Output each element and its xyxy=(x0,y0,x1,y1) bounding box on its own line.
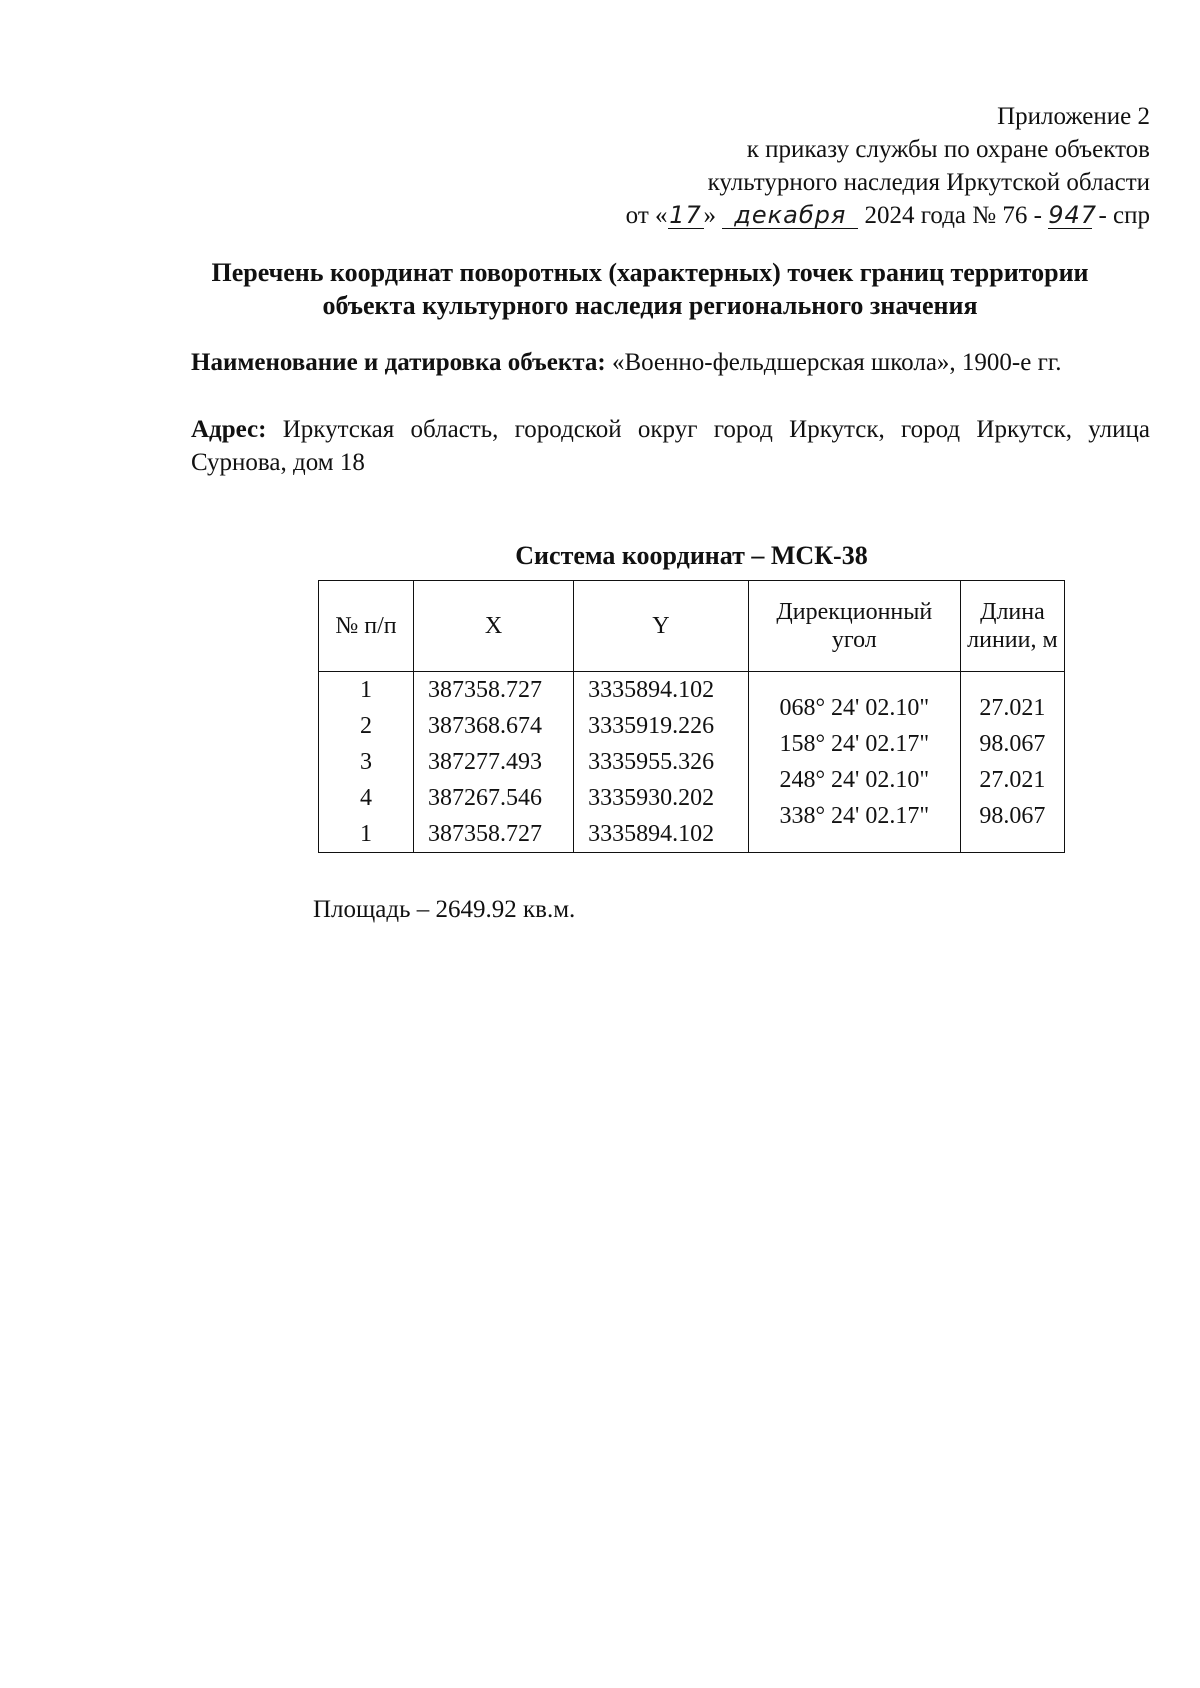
length-column xyxy=(960,672,1064,853)
document-title xyxy=(150,256,1150,322)
order-suffix: - спр xyxy=(1098,202,1150,229)
x-column xyxy=(414,672,574,853)
y-column xyxy=(574,672,749,853)
point-x: 387277.493 xyxy=(428,749,543,775)
handwritten-month: декабря xyxy=(722,202,858,229)
segment-length: 98.067 xyxy=(979,731,1046,757)
segment-length: 98.067 xyxy=(979,803,1046,829)
coordinate-system-caption: Система координат – МСК-38 xyxy=(515,541,868,570)
angle-column xyxy=(748,672,960,853)
point-num: 2 xyxy=(360,713,373,739)
point-num: 4 xyxy=(360,785,373,811)
coordinates-table xyxy=(318,580,1065,853)
object-name-label: Наименование и датировка объекта: xyxy=(191,349,606,376)
date-prefix: от « xyxy=(625,202,668,229)
point-x: 387368.674 xyxy=(428,713,543,739)
point-num: 1 xyxy=(360,821,373,847)
order-date-line xyxy=(626,199,1150,232)
area-value: Площадь – 2649.92 кв.м. xyxy=(313,896,576,923)
point-y: 3335919.226 xyxy=(588,713,715,739)
segment-angle: 248° 24' 02.10" xyxy=(779,767,930,793)
appendix-line-3: культурного наследия Иркутской области xyxy=(707,169,1150,196)
handwritten-day: 17 xyxy=(669,201,702,229)
header-x: X xyxy=(414,581,574,672)
address-value: Иркутская область, городской округ город Иркутск, город Иркутск, улица Сурнова, дом 18 xyxy=(191,416,1151,476)
table-header-row xyxy=(319,581,1065,672)
point-y: 3335955.326 xyxy=(588,749,715,775)
segment-angle: 338° 24' 02.17" xyxy=(779,803,930,829)
point-num: 1 xyxy=(360,677,373,703)
appendix-header xyxy=(626,100,1150,232)
handwritten-number: 947 xyxy=(1048,201,1097,229)
point-x: 387358.727 xyxy=(428,821,543,847)
num-column xyxy=(319,672,414,853)
header-angle: Дирекционный угол xyxy=(748,581,960,672)
point-x: 387267.546 xyxy=(428,785,543,811)
address-paragraph xyxy=(191,413,1150,479)
point-num: 3 xyxy=(360,749,373,775)
segment-length: 27.021 xyxy=(979,695,1046,721)
header-length: Длина линии, м xyxy=(960,581,1064,672)
segment-angle: 158° 24' 02.17" xyxy=(779,731,930,757)
appendix-line-1: Приложение 2 xyxy=(997,103,1150,130)
point-y: 3335930.202 xyxy=(588,785,715,811)
object-name-paragraph xyxy=(191,346,1150,379)
segment-angle: 068° 24' 02.10" xyxy=(779,695,930,721)
object-name-value: «Военно-фельдшерская школа», 1900-е гг. xyxy=(611,349,1062,376)
address-label: Адрес: xyxy=(191,416,267,443)
point-y: 3335894.102 xyxy=(588,821,715,847)
year-and-number: 2024 года № 76 - xyxy=(864,202,1042,229)
header-num: № п/п xyxy=(319,581,414,672)
table-body-row xyxy=(319,672,1065,853)
header-y: Y xyxy=(574,581,749,672)
segment-length: 27.021 xyxy=(979,767,1046,793)
point-x: 387358.727 xyxy=(428,677,543,703)
title-line-1: Перечень координат поворотных (характерных) точек границ территории xyxy=(211,258,1089,287)
appendix-line-2: к приказу службы по охране объектов xyxy=(746,136,1150,163)
title-line-2: объекта культурного наследия регионального значения xyxy=(322,291,978,320)
point-y: 3335894.102 xyxy=(588,677,715,703)
date-mid: » xyxy=(703,202,717,229)
